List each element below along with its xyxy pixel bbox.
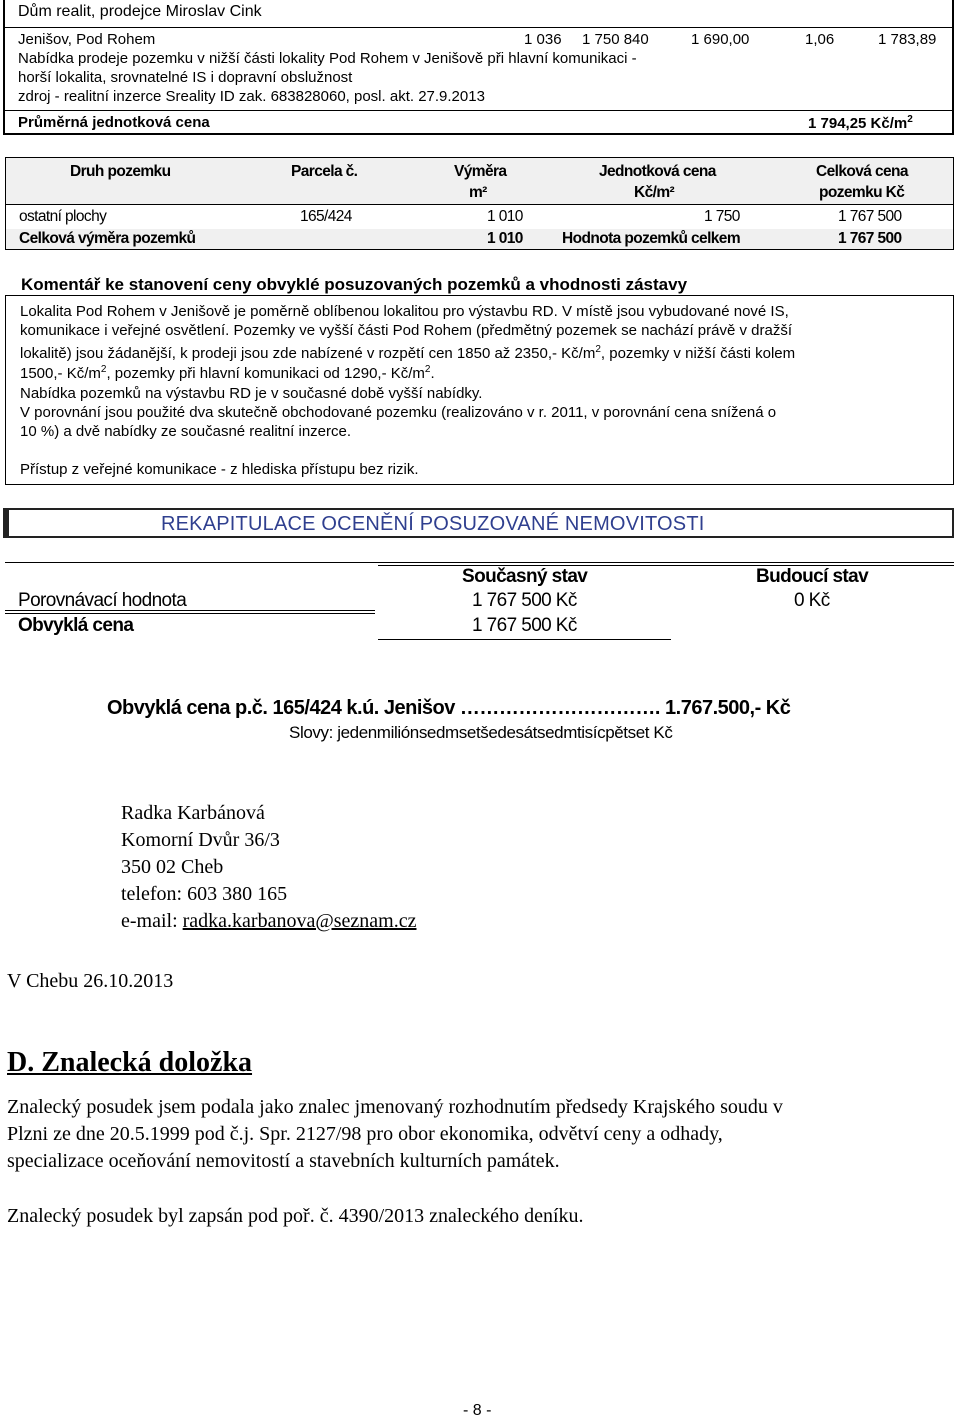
average-price-number: 1 794,25 Kč/m <box>808 115 908 132</box>
total-value: 1 767 500 <box>838 230 902 247</box>
clause-line: Znalecký posudek jsem podala jako znalec jmenovaný rozhodnutím předsedy Krajského soudu v <box>7 1096 783 1118</box>
total-vymera: 1 010 <box>487 230 523 247</box>
divider <box>378 639 671 640</box>
comment-text: lokalitě) jsou žádanější, k prodeji jsou zde nabízené v rozpětí cen 1850 až 2350,- Kč/m <box>20 345 596 362</box>
email-label: e-mail: <box>121 910 183 932</box>
comparable-price: 1 750 840 <box>582 31 649 48</box>
row-parcela: 165/424 <box>300 208 352 225</box>
comparables-section <box>3 0 954 135</box>
clause-line: specializace oceňování nemovitostí a stavebních kulturních památek. <box>7 1150 560 1172</box>
comment-title: Komentář ke stanovení ceny obvyklé posuzovaných pozemků a vhodnosti zástavy <box>21 275 688 294</box>
author-email-line <box>121 910 417 933</box>
row-future: 0 Kč <box>794 590 830 611</box>
row-label: Porovnávací hodnota <box>18 590 187 611</box>
row-label: Obvyklá cena <box>18 615 134 636</box>
superscript: 2 <box>424 364 431 375</box>
comparable-description: Nabídka prodeje pozemku v nižší části lokality Pod Rohem v Jenišově při hlavní komunikaci - <box>18 50 637 67</box>
divider <box>5 562 954 563</box>
superscript: 2 <box>595 344 601 355</box>
comment-line: 10 %) a dvě nabídky ze současné realitní inzerce. <box>20 423 352 440</box>
comment-line <box>20 322 792 339</box>
divider <box>5 110 952 111</box>
comparable-area: 1 036 <box>524 31 562 48</box>
clause-line: Plzni ze dne 20.5.1999 pod č.j. Spr. 2127/98 pro obor ekonomika, odvětví ceny a odhady, <box>7 1123 723 1145</box>
superscript: 2 <box>907 114 913 125</box>
row-jednotkova: 1 750 <box>704 208 740 225</box>
parcel-table <box>5 157 954 250</box>
valuation-summary-table <box>5 562 954 641</box>
comparable-coefficient: 1,06 <box>805 31 835 48</box>
recap-banner <box>3 508 954 538</box>
source-title: Dům realit, prodejce Miroslav Cink <box>18 3 262 20</box>
col-current: Současný stav <box>462 566 588 587</box>
comment-text: komunikace i veřejné osvětlení. <box>20 322 230 339</box>
comment-text: , pozemky při hlavní komunikaci od 1290,- Kč/m <box>106 365 425 382</box>
header-vymera: Výměra <box>454 163 507 180</box>
author-phone: telefon: 603 380 165 <box>121 883 288 905</box>
email-link[interactable]: radka.karbanova@seznam.cz <box>182 910 417 932</box>
header-parcela: Parcela č. <box>291 163 358 180</box>
comment-text: . <box>430 365 435 382</box>
header-celkova: Celková cena <box>816 163 908 180</box>
comparable-source: zdroj - realitní inzerce Sreality ID zak. 683828060, posl. akt. 27.9.2013 <box>18 88 485 105</box>
col-future: Budoucí stav <box>756 566 869 587</box>
average-price-label: Průměrná jednotková cena <box>18 114 210 131</box>
author-city: 350 02 Cheb <box>121 856 224 878</box>
comment-line <box>20 364 435 382</box>
average-price-value <box>808 114 913 132</box>
comment-line: V porovnání jsou použité dva skutečně obchodované pozemku (realizováno v r. 2011, v porovnání cena snížená o <box>20 404 777 421</box>
comment-line: Přístup z veřejné komunikace - z hlediska přístupu bez rizik. <box>20 461 419 478</box>
author-name: Radka Karbánová <box>121 802 265 824</box>
header-jednotkova-unit: Kč/m² <box>634 184 675 201</box>
comparable-adjusted-price: 1 783,89 <box>878 31 937 48</box>
header-celkova-unit: pozemku Kč <box>819 184 905 201</box>
comment-line: Nabídka pozemků na výstavbu RD je v současné době vyšší nabídky. <box>20 385 483 402</box>
author-street: Komorní Dvůr 36/3 <box>121 829 280 851</box>
divider <box>5 27 952 28</box>
comment-text: , pozemky v nižší části kolem <box>600 345 796 362</box>
row-celkova: 1 767 500 <box>838 208 902 225</box>
total-value-label: Hodnota pozemků celkem <box>562 230 741 247</box>
divider <box>5 613 375 614</box>
page-number: - 8 - <box>463 1402 492 1419</box>
comment-text: Pozemky ve vyšší části Pod Rohem (předmětný pozemek se nachází právě v dražší <box>229 322 793 339</box>
comparable-description: horší lokalita, srovnatelné IS i dopravní obslužnost <box>18 69 353 86</box>
comment-box <box>5 295 954 485</box>
comment-line: Lokalita Pod Rohem v Jenišově je poměrně oblíbenou lokalitou pro výstavbu RD. V místě jsou vybudované nové IS, <box>20 303 789 320</box>
comment-text: 1500,- Kč/m <box>20 365 101 382</box>
row-vymera: 1 010 <box>487 208 523 225</box>
row-current: 1 767 500 Kč <box>472 615 577 636</box>
recap-title: REKAPITULACE OCENĚNÍ POSUZOVANÉ NEMOVITOSTI <box>161 513 705 535</box>
final-price: Obvyklá cena p.č. 165/424 k.ú. Jenišov …………………………. 1.767.500,- Kč <box>107 697 791 719</box>
comparable-unit-price: 1 690,00 <box>691 31 750 48</box>
clause-line: Znalecký posudek byl zapsán pod poř. č. 4390/2013 znaleckého deníku. <box>7 1205 584 1227</box>
comparable-location: Jenišov, Pod Rohem <box>18 31 156 48</box>
row-current: 1 767 500 Kč <box>472 590 577 611</box>
final-price-words: Slovy: jedenmiliónsedmsetšedesátsedmtisícpětset Kč <box>289 723 673 742</box>
header-vymera-unit: m² <box>469 184 487 201</box>
divider <box>5 133 952 135</box>
row-druh: ostatní plochy <box>19 208 107 225</box>
total-label: Celková výměra pozemků <box>19 230 196 247</box>
divider <box>6 204 953 205</box>
comment-line <box>20 344 795 362</box>
superscript: 2 <box>100 364 107 375</box>
header-druh: Druh pozemku <box>70 163 171 180</box>
header-jednotkova: Jednotková cena <box>599 163 716 180</box>
report-date: V Chebu 26.10.2013 <box>7 970 174 992</box>
clause-title: D. Znalecká doložka <box>7 1047 253 1078</box>
